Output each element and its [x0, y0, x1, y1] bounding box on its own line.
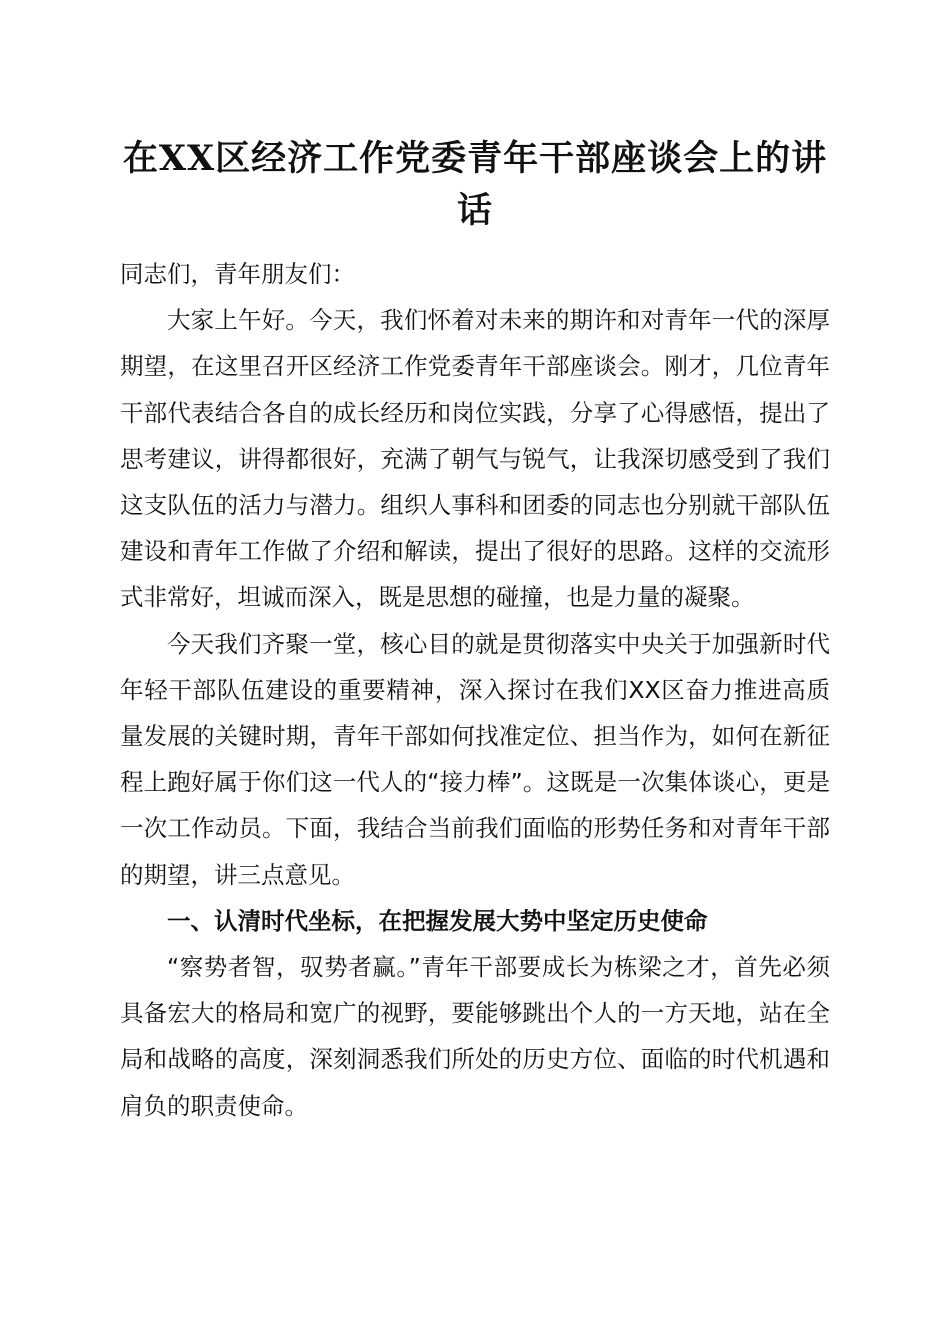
paragraph-opening: 大家上午好。今天，我们怀着对未来的期许和对青年一代的深厚期望，在这里召开区经济工作党委青年干部座谈会。刚才，几位青年干部代表结合各自的成长经历和岗位实践，分享了心得感悟，提出了思考建议，讲得都很好，充满了朝气与锐气，让我深切感受到了我们这支队伍的活力与潜力。组织人事科和团委的同志也分别就干部队伍建设和青年工作做了介绍和解读，提出了很好的思路。这样的交流形式非常好，坦诚而深入，既是思想的碰撞，也是力量的凝聚。	[120, 306, 830, 612]
section-heading: 一、认清时代坐标，在把握发展大势中坚定历史使命	[167, 906, 708, 935]
document-body	[120, 251, 830, 1129]
salutation: 同志们，青年朋友们：	[120, 260, 355, 288]
document-title: 在XX区经济工作党委青年干部座谈会上的讲话	[122, 138, 828, 231]
section-paragraph: “察势者智，驭势者赢。”青年干部要成长为栋梁之才，首先必须具备宏大的格局和宽广的视野，要能够跳出个人的一方天地，站在全局和战略的高度，深刻洞悉我们所处的历史方位、面临的时代机遇和肩负的职责使命。	[120, 953, 830, 1120]
paragraph-purpose: 今天我们齐聚一堂，核心目的就是贯彻落实中央关于加强新时代年轻干部队伍建设的重要精神，深入探讨在我们XX区奋力推进高质量发展的关键时期，青年干部如何找准定位、担当作为，如何在新征程上跑好属于你们这一代人的“接力棒”。这既是一次集体谈心，更是一次工作动员。下面，我结合当前我们面临的形势任务和对青年干部的期望，讲三点意见。	[120, 629, 830, 889]
